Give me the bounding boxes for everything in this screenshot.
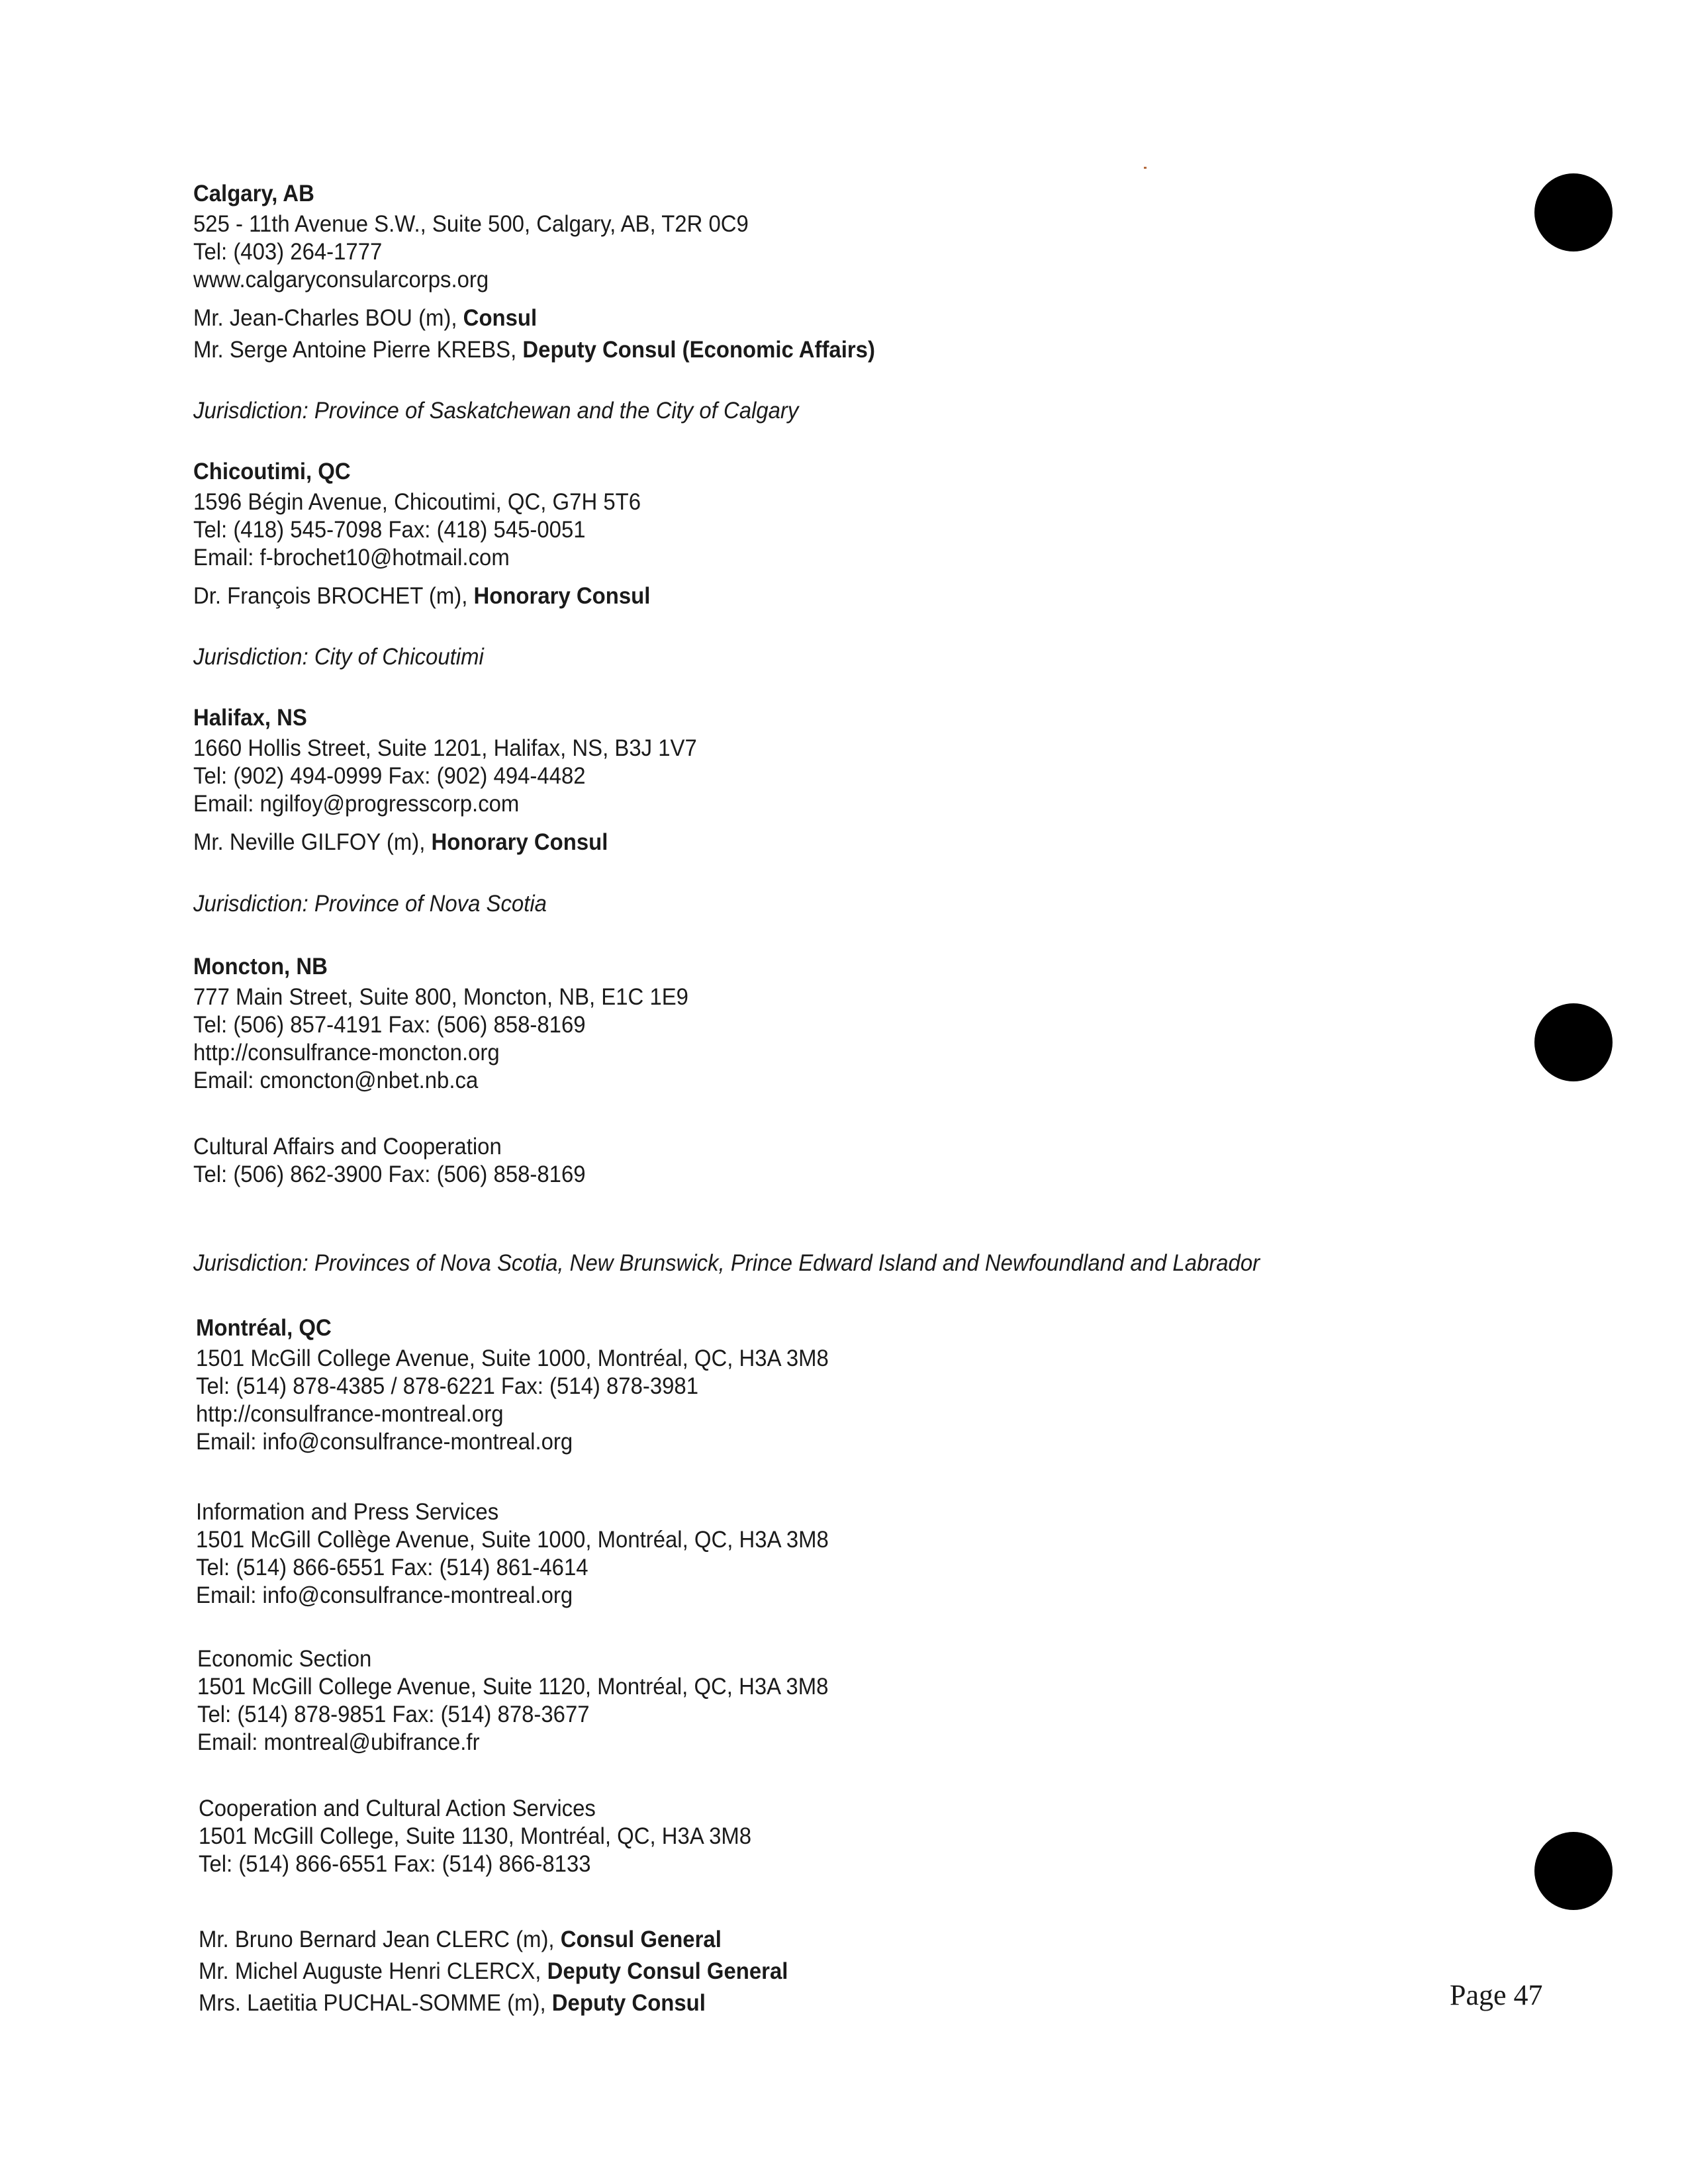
- halifax-tel: Tel: (902) 494-0999 Fax: (902) 494-4482: [193, 763, 586, 789]
- calgary-address: 525 - 11th Avenue S.W., Suite 500, Calgary, AB, T2R 0C9: [193, 211, 749, 237]
- moncton-heading: Moncton, NB: [193, 954, 328, 979]
- economic-tel: Tel: (514) 878-9851 Fax: (514) 878-3677: [197, 1702, 590, 1727]
- montreal-email: Email: info@consulfrance-montreal.org: [196, 1429, 573, 1455]
- chicoutimi-jurisdiction: Jurisdiction: City of Chicoutimi: [193, 644, 484, 670]
- chicoutimi-tel: Tel: (418) 545-7098 Fax: (418) 545-0051: [193, 517, 586, 543]
- punch-hole-bottom: [1534, 1832, 1613, 1910]
- staff-name: Mr. Serge Antoine Pierre KREBS,: [193, 337, 523, 363]
- press-tel: Tel: (514) 866-6551 Fax: (514) 861-4614: [196, 1555, 588, 1580]
- staff-title: Honorary Consul: [473, 583, 651, 609]
- calgary-tel: Tel: (403) 264-1777: [193, 239, 383, 265]
- chicoutimi-email: Email: f-brochet10@hotmail.com: [193, 545, 510, 570]
- moncton-tel: Tel: (506) 857-4191 Fax: (506) 858-8169: [193, 1012, 586, 1038]
- moncton-jurisdiction: Jurisdiction: Provinces of Nova Scotia, New Brunswick, Prince Edward Island and Newfoundland and Labrador: [193, 1250, 1260, 1276]
- montreal-staff-3: [199, 1989, 706, 2017]
- staff-title: Deputy Consul (Economic Affairs): [522, 337, 875, 363]
- montreal-tel: Tel: (514) 878-4385 / 878-6221 Fax: (514) 878-3981: [196, 1373, 699, 1399]
- cooperation-address: 1501 McGill College, Suite 1130, Montréal, QC, H3A 3M8: [199, 1823, 752, 1849]
- staff-name: Mr. Michel Auguste Henri CLERCX,: [199, 1958, 547, 1984]
- montreal-staff-1: [199, 1926, 722, 1954]
- halifax-address: 1660 Hollis Street, Suite 1201, Halifax, NS, B3J 1V7: [193, 735, 697, 761]
- halifax-jurisdiction: Jurisdiction: Province of Nova Scotia: [193, 891, 547, 917]
- chicoutimi-address: 1596 Bégin Avenue, Chicoutimi, QC, G7H 5T6: [193, 489, 641, 515]
- staff-title: Consul General: [560, 1927, 722, 1952]
- cooperation-tel: Tel: (514) 866-6551 Fax: (514) 866-8133: [199, 1851, 591, 1877]
- staff-name: Mr. Jean-Charles BOU (m),: [193, 305, 463, 331]
- press-label: Information and Press Services: [196, 1499, 499, 1525]
- staff-title: Deputy Consul General: [547, 1958, 788, 1984]
- halifax-heading: Halifax, NS: [193, 705, 307, 731]
- montreal-address: 1501 McGill College Avenue, Suite 1000, Montréal, QC, H3A 3M8: [196, 1345, 829, 1371]
- calgary-web: www.calgaryconsularcorps.org: [193, 267, 489, 293]
- staff-name: Dr. François BROCHET (m),: [193, 583, 474, 609]
- staff-name: Mr. Bruno Bernard Jean CLERC (m),: [199, 1927, 561, 1952]
- moncton-cultural-label: Cultural Affairs and Cooperation: [193, 1134, 502, 1160]
- punch-hole-middle: [1534, 1003, 1613, 1081]
- economic-email: Email: montreal@ubifrance.fr: [197, 1729, 480, 1755]
- page-number: Page 47: [1450, 1979, 1543, 2011]
- moncton-email: Email: cmoncton@nbet.nb.ca: [193, 1068, 479, 1093]
- calgary-staff-2: [193, 336, 875, 364]
- economic-label: Economic Section: [197, 1646, 372, 1672]
- halifax-email: Email: ngilfoy@progresscorp.com: [193, 791, 520, 817]
- calgary-heading: Calgary, AB: [193, 181, 314, 206]
- cooperation-label: Cooperation and Cultural Action Services: [199, 1796, 596, 1821]
- staff-title: Deputy Consul: [551, 1990, 706, 2016]
- chicoutimi-staff-1: [193, 582, 650, 610]
- scan-speck: [1144, 167, 1147, 169]
- punch-hole-top: [1534, 173, 1613, 251]
- calgary-jurisdiction: Jurisdiction: Province of Saskatchewan and the City of Calgary: [193, 398, 799, 424]
- halifax-staff-1: [193, 829, 608, 856]
- press-email: Email: info@consulfrance-montreal.org: [196, 1582, 573, 1608]
- montreal-web: http://consulfrance-montreal.org: [196, 1401, 504, 1427]
- economic-address: 1501 McGill College Avenue, Suite 1120, Montréal, QC, H3A 3M8: [197, 1674, 829, 1700]
- moncton-web: http://consulfrance-moncton.org: [193, 1040, 500, 1066]
- montreal-heading: Montréal, QC: [196, 1315, 332, 1341]
- calgary-staff-1: [193, 304, 537, 332]
- montreal-staff-2: [199, 1958, 788, 1985]
- staff-title: Honorary Consul: [431, 829, 608, 855]
- moncton-cultural-tel: Tel: (506) 862-3900 Fax: (506) 858-8169: [193, 1161, 586, 1187]
- staff-name: Mr. Neville GILFOY (m),: [193, 829, 432, 855]
- staff-title: Consul: [463, 305, 538, 331]
- staff-name: Mrs. Laetitia PUCHAL-SOMME (m),: [199, 1990, 552, 2016]
- chicoutimi-heading: Chicoutimi, QC: [193, 459, 351, 484]
- press-address: 1501 McGill Collège Avenue, Suite 1000, Montréal, QC, H3A 3M8: [196, 1527, 829, 1553]
- moncton-address: 777 Main Street, Suite 800, Moncton, NB, E1C 1E9: [193, 984, 688, 1010]
